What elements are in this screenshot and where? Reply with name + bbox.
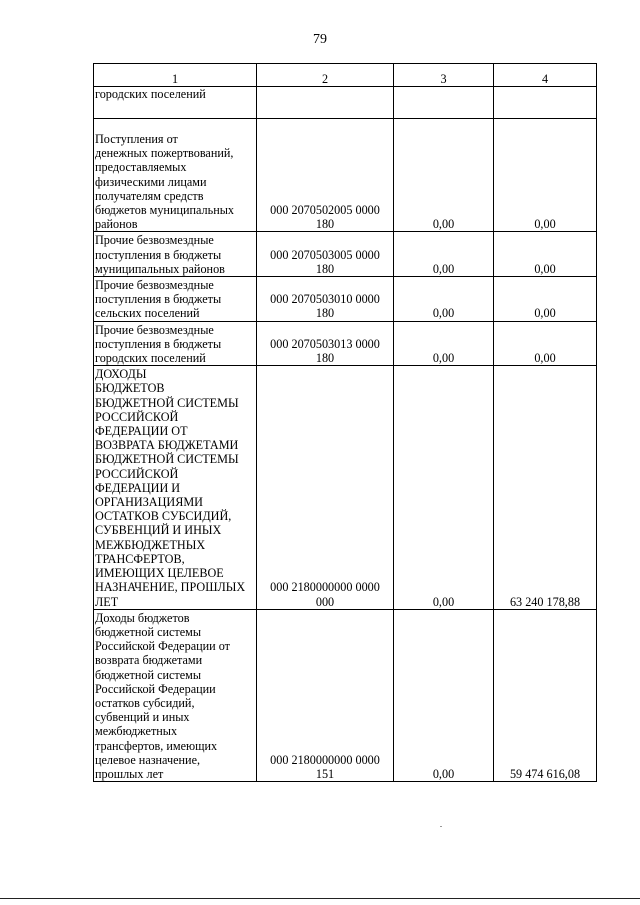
table-row	[94, 119, 597, 232]
row-value-col3: 0,00	[394, 119, 494, 232]
row-code-cell	[257, 87, 394, 119]
page-bottom-rule	[0, 898, 640, 899]
column-header-2: 2	[257, 64, 394, 87]
table-row	[94, 232, 597, 277]
row-code-cell: 000 2070503013 0000 180	[257, 321, 394, 366]
row-value-col4: 0,00	[494, 277, 597, 322]
row-value-col3	[394, 87, 494, 119]
row-code-cell: 000 2070503010 0000 180	[257, 277, 394, 322]
row-name-cell: Прочие безвозмездные поступления в бюджеты муниципальных районов	[94, 232, 257, 277]
row-name-cell: Прочие безвозмездные поступления в бюджеты городских поселений	[94, 321, 257, 366]
row-name-cell: Поступления от денежных пожертвований, предоставляемых физическими лицами получателям средств бюджетов муниципальных районов	[94, 119, 257, 232]
row-code-cell: 000 2070502005 0000 180	[257, 119, 394, 232]
row-name-cell: ДОХОДЫ БЮДЖЕТОВ БЮДЖЕТНОЙ СИСТЕМЫ РОССИЙСКОЙ ФЕДЕРАЦИИ ОТ ВОЗВРАТА БЮДЖЕТАМИ БЮДЖЕТНОЙ СИСТЕМЫ РОССИЙСКОЙ ФЕДЕРАЦИИ И ОРГАНИЗАЦИЯМИ ОСТАТКОВ СУБСИДИЙ, СУБВЕНЦИЙ И ИНЫХ МЕЖБЮДЖЕТНЫХ ТРАНСФЕРТОВ, ИМЕЮЩИХ ЦЕЛЕВОЕ НАЗНАЧЕНИЕ, ПРОШЛЫХ ЛЕТ	[94, 366, 257, 609]
page-number: 79	[313, 32, 327, 47]
row-value-col3: 0,00	[394, 321, 494, 366]
row-value-col4: 59 474 616,08	[494, 609, 597, 781]
table-row	[94, 277, 597, 322]
row-name-cell: Прочие безвозмездные поступления в бюджеты сельских поселений	[94, 277, 257, 322]
row-value-col4: 63 240 178,88	[494, 366, 597, 609]
row-code-cell: 000 2070503005 0000 180	[257, 232, 394, 277]
row-value-col4	[494, 87, 597, 119]
row-value-col3: 0,00	[394, 232, 494, 277]
table-row	[94, 87, 597, 119]
row-value-col4: 0,00	[494, 119, 597, 232]
row-code-cell: 000 2180000000 0000 000	[257, 366, 394, 609]
row-value-col4: 0,00	[494, 232, 597, 277]
table-row	[94, 609, 597, 781]
row-value-col3: 0,00	[394, 609, 494, 781]
column-header-3: 3	[394, 64, 494, 87]
column-header-4: 4	[494, 64, 597, 87]
table-row	[94, 321, 597, 366]
table-header-row	[94, 64, 597, 87]
column-header-1: 1	[94, 64, 257, 87]
table-row	[94, 366, 597, 609]
row-code-cell: 000 2180000000 0000 151	[257, 609, 394, 781]
row-value-col3: 0,00	[394, 366, 494, 609]
scan-speck	[440, 826, 442, 827]
budget-table	[93, 63, 597, 782]
row-name-cell: Доходы бюджетов бюджетной системы Российской Федерации от возврата бюджетами бюджетной системы Российской Федерации остатков субсидий, субвенций и иных межбюджетных трансфертов, имеющих целевое назначение, прошлых лет	[94, 609, 257, 781]
row-value-col4: 0,00	[494, 321, 597, 366]
row-value-col3: 0,00	[394, 277, 494, 322]
row-name-cell: городских поселений	[94, 87, 257, 119]
